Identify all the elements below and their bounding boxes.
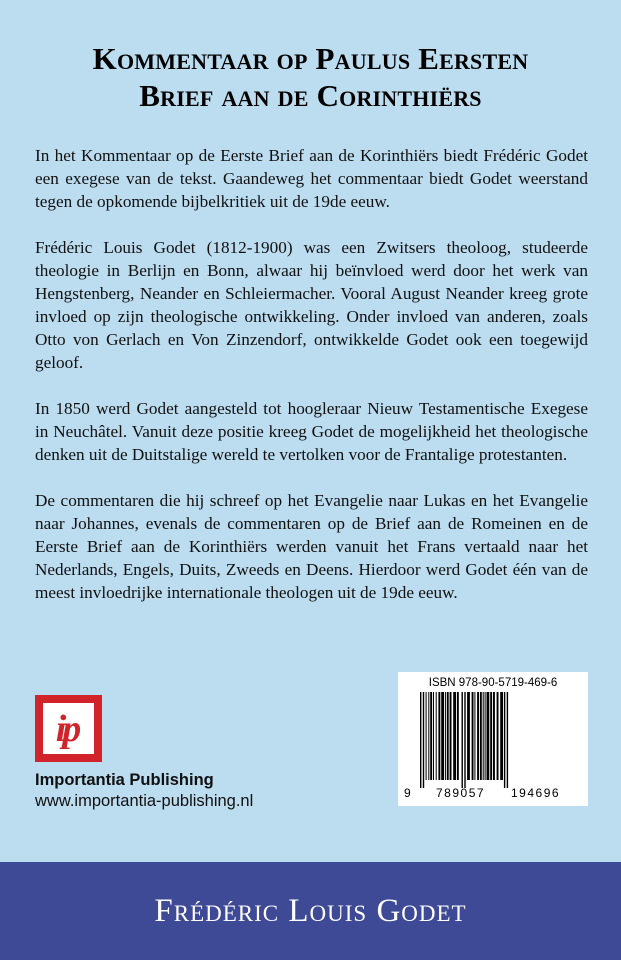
publisher-logo-inner — [43, 703, 94, 754]
blurb-paragraph-1: In het Kommentaar op de Eerste Brief aan de Korinthiërs biedt Frédéric Godet een exegese van de tekst. Gaandeweg het commentaar biedt Godet weerstand tegen de opkomende bijbelkritiek uit de 19de eeuw. — [35, 146, 588, 211]
barcode-bar — [420, 692, 421, 788]
barcode-bar — [433, 692, 434, 780]
barcode-bar — [430, 692, 432, 780]
barcode-bar — [453, 692, 456, 780]
blurb-paragraph-4: De commentaren die hij schreef op het Evangelie naar Lukas en het Evangelie naar Johannes, evenals de commentaren op de Brief aan de Romeinen en de Eerste Brief aan de Korinthiërs werden vanuit het Frans vertaald naar het Nederlands, Engels, Duits, Zweeds en Deens. Hierdoor werd Godet één van de meest invloedrijke internationale theologen uit de 19de eeuw. — [35, 491, 588, 602]
barcode-bar — [438, 692, 440, 780]
publisher-logo-text: ip — [55, 707, 78, 750]
author-band — [0, 862, 621, 960]
barcode-first-digit: 9 — [404, 786, 413, 800]
book-title-line-2: Brief aan de Corinthiërs — [139, 78, 482, 113]
barcode-bar — [507, 692, 508, 788]
barcode-bar — [497, 692, 499, 780]
barcode-bar — [487, 692, 490, 780]
barcode-bar — [477, 692, 479, 780]
barcode-bar — [467, 692, 470, 780]
author-name: Frédéric Louis Godet — [154, 892, 467, 929]
publisher-name: Importantia Publishing — [35, 771, 214, 789]
book-title — [0, 40, 621, 114]
barcode-bar — [426, 692, 427, 780]
barcode-bar — [445, 692, 446, 780]
barcode-bar — [493, 692, 495, 780]
publisher-info — [35, 770, 253, 812]
blurb-paragraph-3: In 1850 werd Godet aangesteld tot hoogleraar Nieuw Testamentische Exegese in Neuchâtel. Vanuit deze positie kreeg Godet de mogelijkheid het theologische denken uit de Duitstalige wereld te vertolken voor de Frantalige protestanten. — [35, 399, 588, 464]
barcode-bar — [428, 692, 429, 780]
barcode-bar — [474, 692, 475, 780]
barcode-right-digits: 194696 — [511, 786, 561, 800]
isbn-label: ISBN 978-90-5719-469-6 — [428, 677, 558, 689]
barcode-left-digits: 789057 — [436, 786, 486, 800]
barcode-bar — [447, 692, 449, 780]
barcode-bar — [504, 692, 505, 788]
isbn-barcode — [398, 672, 588, 806]
barcode-bar — [472, 692, 474, 780]
blurb-paragraph-2: Frédéric Louis Godet (1812-1900) was een Zwitsers theoloog, studeerde theologie in Berlijn en Bonn, alwaar hij beïnvloed werd door het werk van Hengstenberg, Neander en Schleiermacher. Vooral August Neander kreeg grote invloed op zijn theologische ontwikkeling. Onder invloed van anderen, zoals Otto von Gerlach en Von Zinzendorf, ontwikkelde Godet ook een toegewijd geloof. — [35, 238, 588, 372]
barcode-bar — [485, 692, 486, 780]
barcode-bar — [483, 692, 484, 780]
barcode-bar — [457, 692, 459, 780]
blurb — [35, 144, 588, 627]
barcode-bar — [464, 692, 465, 788]
barcode-bar — [450, 692, 452, 780]
barcode-bar — [480, 692, 482, 780]
barcode-bar — [441, 692, 444, 780]
barcode-bar — [500, 692, 503, 780]
barcode-bar — [423, 692, 424, 788]
book-title-line-1: Kommentaar op Paulus Eersten — [92, 41, 529, 76]
barcode-bar — [462, 692, 463, 788]
publisher-logo — [35, 695, 102, 762]
barcode-bar — [436, 692, 437, 780]
barcode-bar — [490, 692, 492, 780]
publisher-url: www.importantia-publishing.nl — [35, 792, 254, 810]
